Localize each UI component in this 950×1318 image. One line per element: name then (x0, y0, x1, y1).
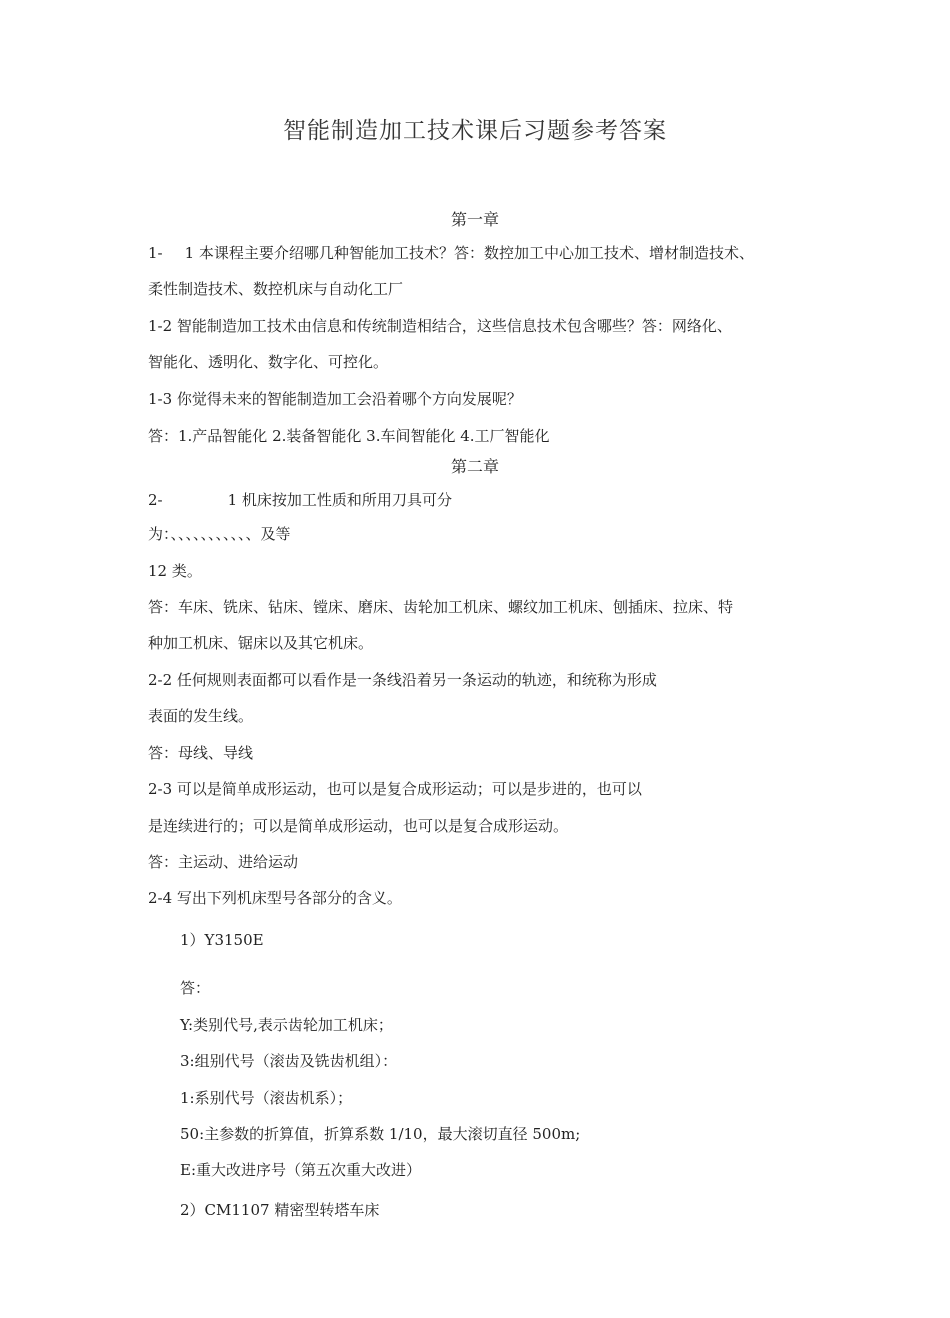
chapter-1-heading: 第一章 (450, 210, 499, 229)
answer-1-3: 答：1.产品智能化 2.装备智能化 3.车间智能化 4.工厂智能化 (148, 427, 550, 445)
question-2-2: 2-2 任何规则表面都可以看作是一条线沿着另一条运动的轨迹，和统称为形成 (148, 671, 657, 689)
question-1-3: 1-3 你觉得未来的智能制造加工会沿着哪个方向发展呢？ (148, 390, 522, 408)
question-1-1 (148, 243, 754, 263)
question-text: 1 机床按加工性质和所用刀具可分 (227, 491, 452, 509)
answer-line-3: 1:系别代号（滚齿机系）； (180, 1089, 353, 1107)
answer-2-1-continued: 种加工机床、锯床以及其它机床。 (148, 634, 374, 652)
answer-line-1: Y:类别代号,表示齿轮加工机床； (180, 1016, 393, 1034)
question-2-2-continued: 表面的发生线。 (148, 707, 254, 725)
question-2-1 (148, 490, 452, 510)
question-number: 1- (148, 244, 163, 262)
question-text: 1 本课程主要介绍哪几种智能加工技术？答：数控加工中心加工技术、增材制造技术、 (184, 244, 754, 262)
model-item-1: 1）Y3150E (180, 931, 264, 949)
answer-2-1: 答：车床、铣床、钻床、镗床、磨床、齿轮加工机床、螺纹加工机床、刨插床、拉床、特 (148, 598, 734, 616)
answer-line-2: 3:组别代号（滚齿及铣齿机组）： (180, 1052, 398, 1070)
answer-label: 答： (180, 979, 211, 997)
chapter-2-heading: 第二章 (450, 457, 499, 476)
model-item-2: 2）CM1107 精密型转塔车床 (180, 1201, 380, 1219)
question-1-2: 1-2 智能制造加工技术由信息和传统制造相结合，这些信息技术包含哪些？答：网络化、 (148, 317, 732, 335)
question-2-1-continued: 为：、、、、、、、、、、、及等 (148, 525, 291, 543)
question-2-1-continued-2: 12 类。 (148, 562, 202, 580)
document-title: 智能制造加工技术课后习题参考答案 (283, 118, 667, 144)
answer-1-2-continued: 智能化、透明化、数字化、可控化。 (148, 353, 389, 371)
answer-2-3: 答：主运动、进给运动 (148, 853, 299, 871)
question-2-4: 2-4 写出下列机床型号各部分的含义。 (148, 889, 402, 907)
answer-line-5: E:重大改进序号（第五次重大改进） (180, 1161, 422, 1179)
answer-1-1-continued: 柔性制造技术、数控机床与自动化工厂 (148, 280, 404, 298)
answer-line-4: 50:主参数的折算值，折算系数 1/10，最大滚切直径 500m; (180, 1125, 581, 1143)
question-number: 2- (148, 491, 163, 509)
answer-2-2: 答：母线、导线 (148, 744, 254, 762)
question-2-3: 2-3 可以是简单成形运动，也可以是复合成形运动；可以是步进的，也可以 (148, 780, 642, 798)
question-2-3-continued: 是连续进行的；可以是简单成形运动，也可以是复合成形运动。 (148, 817, 569, 835)
